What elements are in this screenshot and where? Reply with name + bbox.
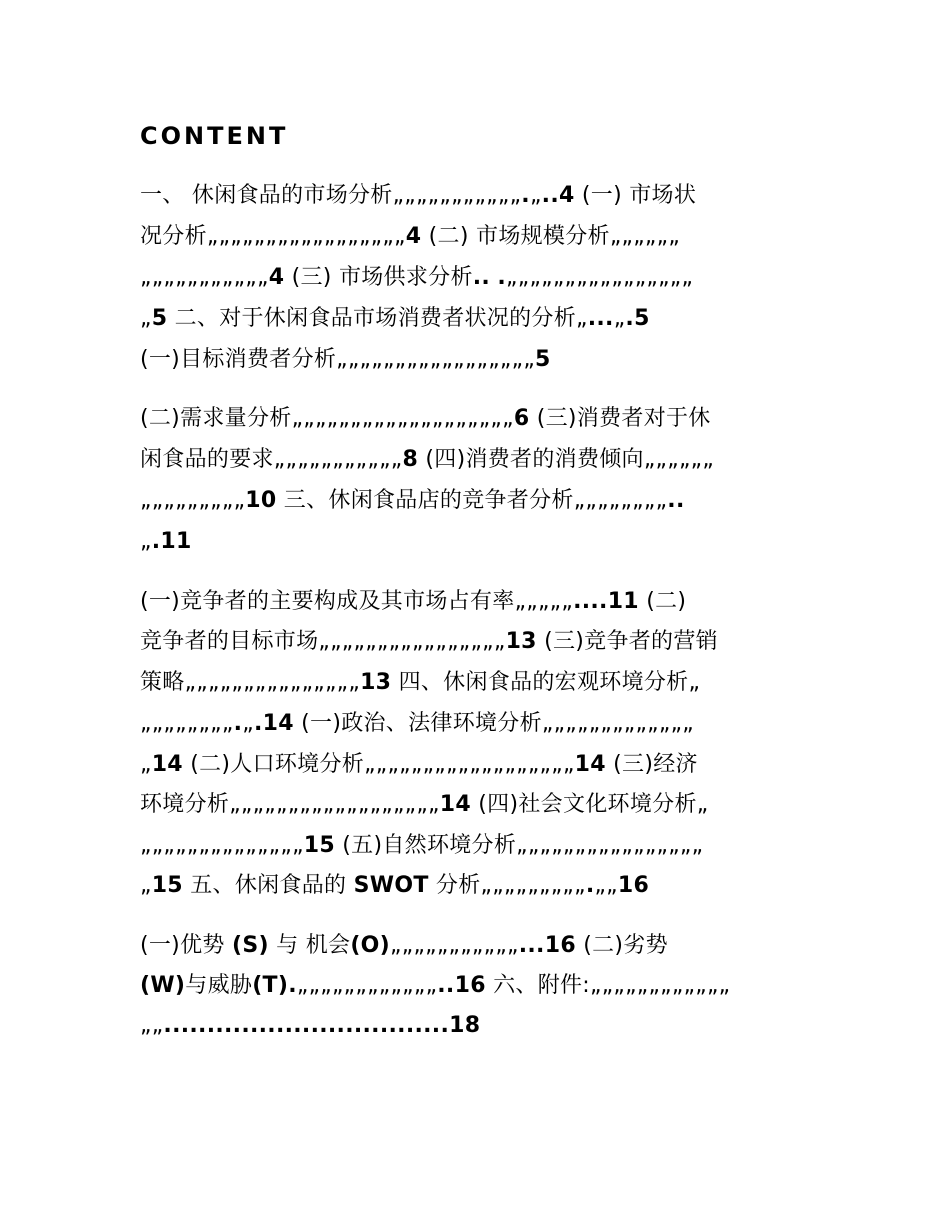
toc-line-9: „.11 (140, 529, 192, 554)
toc-line-6: (二)需求量分析„„„„„„„„„„„„„„„„„„„6 (三)消费者对于休 (140, 406, 711, 431)
toc-line-3: „„„„„„„„„„„4 (三) 市场供求分析.. .„„„„„„„„„„„„„„„„ (140, 265, 694, 290)
toc-line-15: 环境分析„„„„„„„„„„„„„„„„„„14 (四)社会文化环境分析„ (140, 792, 709, 817)
toc-line-4: „5 二、对于休闲食品市场消费者状况的分析„...„.5 (140, 306, 650, 331)
toc-line-19: (W)与威胁(T).„„„„„„„„„„„„..16 六、附件:„„„„„„„„„„„„ (140, 973, 731, 998)
toc-line-7: 闲食品的要求„„„„„„„„„„„8 (四)消费者的消费倾向„„„„„„ (140, 447, 715, 472)
toc-line-5: (一)目标消费者分析„„„„„„„„„„„„„„„„„5 (140, 347, 551, 372)
toc-line-14: „14 (二)人口环境分析„„„„„„„„„„„„„„„„„„14 (三)经济 (140, 752, 698, 777)
toc-line-20: „„.................................18 (140, 1013, 481, 1038)
toc-line-12: 策略„„„„„„„„„„„„„„„13 四、休闲食品的宏观环境分析„ (140, 670, 701, 695)
toc-line-13: „„„„„„„„.„.14 (一)政治、法律环境分析„„„„„„„„„„„„„ (140, 711, 694, 736)
document-title: CONTENT (140, 122, 289, 150)
toc-line-17: „15 五、休闲食品的 SWOT 分析„„„„„„„„„.„„16 (140, 873, 650, 898)
toc-line-11: 竞争者的目标市场„„„„„„„„„„„„„„„„13 (三)竞争者的营销 (140, 629, 718, 654)
toc-line-16: „„„„„„„„„„„„„„15 (五)自然环境分析„„„„„„„„„„„„„„„„ (140, 833, 704, 858)
toc-line-10: (一)竞争者的主要构成及其市场占有率„„„„„....11 (二) (140, 589, 687, 614)
toc-line-8: „„„„„„„„„10 三、休闲食品店的竞争者分析„„„„„„„„.. (140, 488, 685, 513)
toc-line-18: (一)优势 (S) 与 机会(O)„„„„„„„„„„„...16 (二)劣势 (140, 933, 668, 958)
toc-line-2: 况分析„„„„„„„„„„„„„„„„„4 (二) 市场规模分析„„„„„„ (140, 224, 681, 249)
toc-line-1: 一、 休闲食品的市场分析„„„„„„„„„„„.„..4 (一) 市场状 (140, 183, 697, 208)
